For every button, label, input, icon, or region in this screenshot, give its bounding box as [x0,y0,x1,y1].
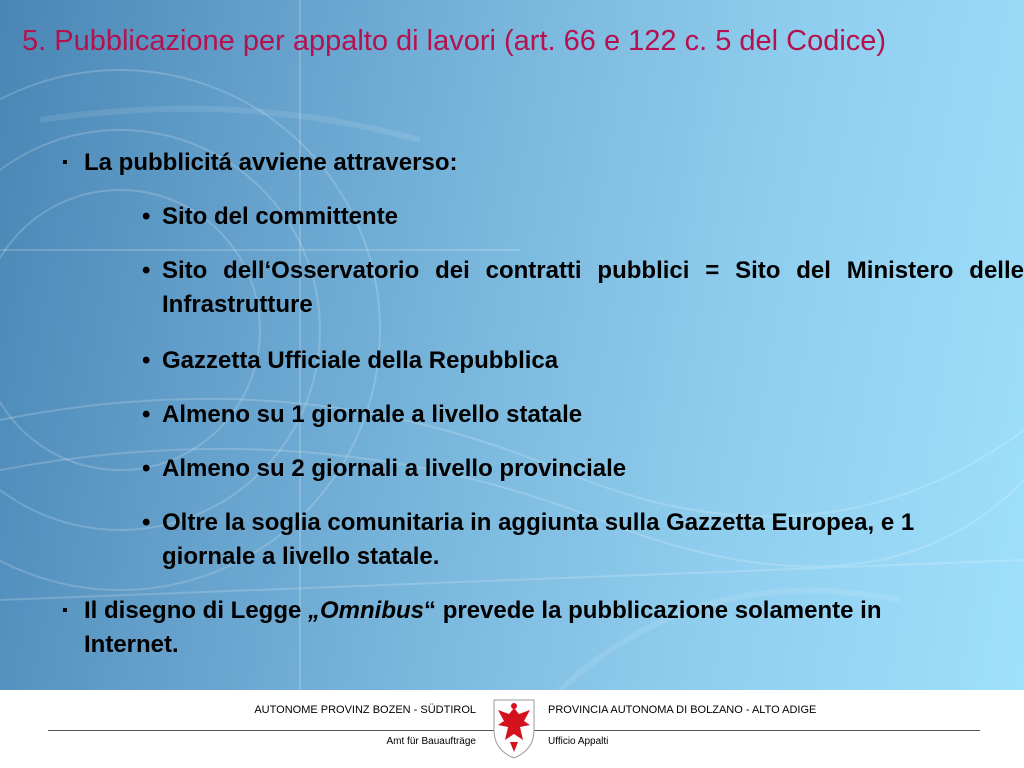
footer-province-german: AUTONOME PROVINZ BOZEN - SÜDTIROL [254,704,476,716]
bullet-point-2-text-end: “ prevede la pubblicazione solamente in Internet. [84,597,882,658]
dot-bullet-icon: • [142,257,151,284]
sub-bullet-text: Sito dell‘Osservatorio dei contratti pubblici = Sito del Ministero delle Infrastrutture [162,257,1024,318]
dot-bullet-icon: • [142,401,151,428]
dot-bullet-icon: • [142,347,151,374]
sub-bullet [142,200,1024,234]
square-bullet-icon: ▪ [62,602,68,619]
sub-bullet-text: Almeno su 1 giornale a livello statale [162,401,583,428]
dot-bullet-icon: • [142,509,151,536]
sub-bullet [142,398,1024,432]
bullet-point-2 [62,594,924,662]
sub-bullet-text: Sito del committente [162,203,399,230]
coat-of-arms-icon [490,694,538,762]
bullet-point-1-text: La pubblicitá avviene attraverso: [84,149,458,176]
footer-office-german: Amt für Bauaufträge [386,736,476,747]
square-bullet-icon: ▪ [62,154,68,171]
sub-bullet-text: Almeno su 2 giornali a livello provinciale [162,455,627,482]
footer-province-italian: PROVINCIA AUTONOMA DI BOLZANO - ALTO ADIGE [548,704,817,716]
omnibus-law-name: „Omnibus [308,597,425,624]
sub-bullet [142,344,1024,378]
dot-bullet-icon: • [142,203,151,230]
sub-bullet [142,452,1024,486]
bullet-point-2-text: Il disegno di Legge [84,597,309,624]
sub-bullet-text: Gazzetta Ufficiale della Repubblica [162,347,559,374]
bullet-point-1 [62,146,457,180]
footer-office-italian: Ufficio Appalti [548,736,609,747]
dot-bullet-icon: • [142,455,151,482]
slide-title: 5. Pubblicazione per appalto di lavori (art. 66 e 122 c. 5 del Codice) [22,25,887,57]
sub-bullet-text: Oltre la soglia comunitaria in aggiunta sulla Gazzetta Europea, e 1 giornale a livello statale. [162,509,915,570]
footer [0,690,1024,768]
sub-bullet [142,506,942,574]
sub-bullet [142,254,1024,322]
